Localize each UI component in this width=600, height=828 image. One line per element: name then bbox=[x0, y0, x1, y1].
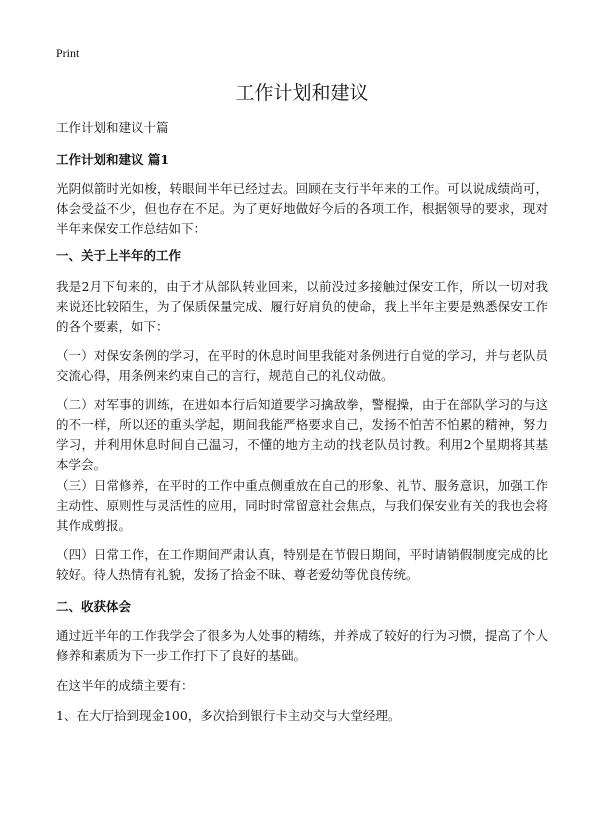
print-label: Print bbox=[56, 46, 80, 60]
document-subtitle: 工作计划和建议十篇 bbox=[56, 120, 169, 135]
work-paragraph-3: （二）对军事的训练，在进如本行后知道要学习擒敌拳，警棍操，由于在部队学习的与这的不一样，所以还的重头学起，期间我能严格要求自己，发扬不怕苦不怕累的精神，努力学习，并利用休息时间自己温习，不懂的地方主动的找老队员讨教。利用2个星期将其基本学会。 bbox=[56, 397, 548, 472]
gains-paragraph-3: 1、在大厅拾到现金100，多次拾到银行卡主动交与大堂经理。 bbox=[56, 708, 401, 723]
section-heading-work: 一、关于上半年的工作 bbox=[56, 248, 182, 263]
gains-paragraph-1: 通过近半年的工作我学会了很多为人处事的精练，并养成了较好的行为习惯，提高了个人修养和素质为下一步工作打下了良好的基础。 bbox=[56, 628, 548, 663]
gains-paragraph-2: 在这半年的成绩主要有： bbox=[56, 678, 194, 693]
intro-paragraph: 光阴似箭时光如梭，转眼间半年已经过去。回顾在支行半年来的工作。可以说成绩尚可，体会受益不少，但也存在不足。为了更好地做好今后的各项工作，根据领导的要求，现对半年来保安工作总结如下： bbox=[56, 181, 548, 236]
work-paragraph-5: （四）日常工作，在工作期间严肃认真，特别是在节假日期间，平时请销假制度完成的比较好。待人热情有礼貌，发扬了拾金不昧、尊老爱幼等优良传统。 bbox=[56, 547, 548, 582]
work-paragraph-2: （一）对保安条例的学习，在平时的休息时间里我能对条例进行自觉的学习，并与老队员交流心得，用条例来约束自己的言行，规范自己的礼仪动做。 bbox=[56, 348, 548, 383]
document-title: 工作计划和建议 bbox=[235, 82, 369, 104]
work-paragraph-4: （三）日常修养，在平时的工作中重点侧重放在自己的形象、礼节、服务意识，加强工作主动性、原则性与灵活性的应用，同时时常留意社会焦点，与我们保安业有关的我也会将其作成剪报。 bbox=[56, 478, 548, 533]
article-heading: 工作计划和建议 篇1 bbox=[56, 152, 170, 167]
section-heading-gains: 二、收获体会 bbox=[56, 599, 132, 614]
work-paragraph-1: 我是2月下旬来的，由于才从部队转业回来，以前没过多接触过保安工作，所以一切对我来说还比较陌生，为了保质保量完成、履行好肩负的使命，我上半年主要是熟悉保安工作的各个要素，如下： bbox=[56, 279, 548, 334]
